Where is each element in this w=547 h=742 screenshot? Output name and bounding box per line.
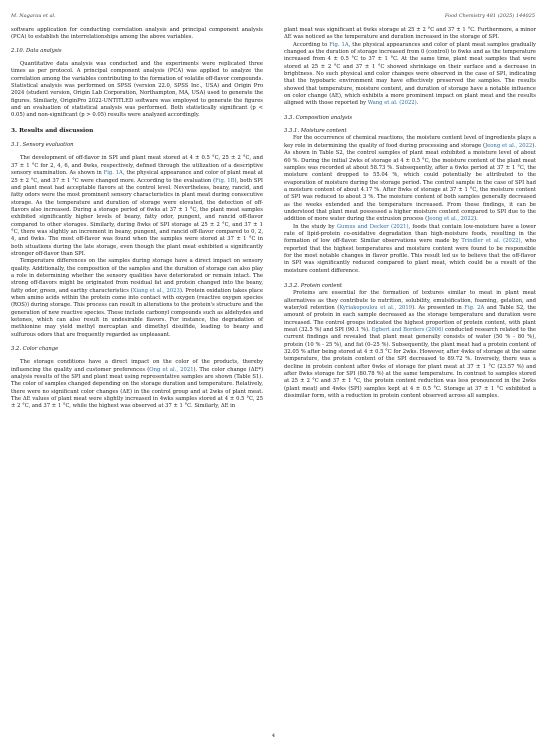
section-spacer [284, 275, 536, 279]
sensory-paragraph-2: Temperature differences on the samples during storage have a direct impact on sensory quality. Additionally, the composition of the samples and the duration of storage can also play a role in determining whether the sensory qualities have deteriorated or remain intact. The strong off-flavors might be originated from residual fat and protein changed into the beany, fatty odor, green, and earthy characteristics (Xiang et al., 2023). Protein oxidation takes place when amino acids within the protein come into contact with oxygen (reactive oxygen species (ROS)) during storage. This process can result in alterations to the protein's structure and the generation of new reactive species. These include carbonyl compounds such as aldehydes and ketones, which can also result in undesirable flavors. For instance, the degradation of methionine may yield methyl mercaptan and dimethyl disulfide, leading to beany and sulfurous odors that are frequently regarded as unpleasant. [11, 258, 263, 338]
color-change-paragraph: The storage conditions have a direct impact on the color of the products, thereby influencing the quality and customer preferences (Ong et al., 2021). The color change (ΔE*) analysis results of the SPI and plant meat using representative samples are shown (Table S1). The color of samples changed depending on the storage duration and temperature. Relatively, there were no significant color changes (ΔE) in the control group and at 2wks of plant meat. The ΔE values of plant meat were slightly increased in 4wks samples stored at 4 ± 0.5 °C, 25 ± 2 °C, and 37 ± 1 °C, while the highest was observed at 37 ± 1 °C. Similarly, ΔE in [11, 359, 264, 410]
heading-3-3-1: 3.3.1. Moisture content [284, 128, 347, 135]
color-figure-paragraph: According to Fig. 1A, the physical appearances and color of plant meat samples gradually changed as the duration of storage increased from 0 (control) to 6wks and as the temperature increased from 4 ± 0.5 °C to 37 ± 1 °C. At the same time, plant meat samples that were stored at 25 ± 2 °C and 37 ± 1 °C showed shrinkage on their surface and a decrease in brightness. No such physical and color changes were observed in the case of SPI, indicating that the hypobaric environment may have effectively preserved the samples. The results showed that temperature, moisture content, and duration of storage have a notable influence on color change (ΔE), which exhibits a more prominent impact on plant meat and the results aligned with those reported by Wang et al. (2022). [284, 41, 537, 107]
left-column [11, 27, 263, 411]
heading-3-3-2: 3.3.2. Protein content [284, 283, 343, 289]
wang-citation-link[interactable]: Wang et al. (2022) [367, 100, 417, 107]
fig-2a-link[interactable]: Fig. 2A [464, 305, 485, 312]
moisture-paragraph-2: In the study by Gumus and Decker (2021), foods that contain low-moisture have a lower rate of lipid-protein co-oxidative degradation than high-moisture foods, resulting in the formation of low off-flavor. Similar observations were made by Trindler et al. (2022), who reported that the highest temperatures and moisture content were found to be responsible for the most notable changes in flavor profile. This result led us to believe that the off-flavor in SPI was significantly reduced compared to plant meat, which could be a result of the moisture content difference. [284, 223, 537, 274]
fig-1a-link[interactable]: Fig. 1A [103, 170, 123, 177]
running-header-authors: M. Nagarau et al. [11, 13, 56, 19]
right-column [284, 27, 536, 401]
jeong-citation-link-2[interactable]: Jeong et al., 2022 [427, 216, 475, 223]
egbert-citation-link[interactable]: Egbert and Borders (2006) [371, 327, 444, 334]
heading-3-1: 3.1. Sensory evaluation [11, 142, 74, 149]
heading-3: 3. Results and discussion [11, 127, 94, 134]
protein-paragraph: Proteins are essential for the formation of textures similar to meat in plant meat alternatives as they contribute to nutrition, solubility, emulsification, foaming, gelation, and water/oil retention (Kyriakopoulou et al., 2019). As presented in Fig. 2A and Table S2, the amount of protein in each sample decreased as the storage temperature and duration were increased. The control groups indicated the highest proportion of protein content, with plant meat (32.5 %) and SPI (90.1 %). Egbert and Borders (2006) conducted research related to the current findings and revealed that plant meat generally consists of water (50 % - 80 %), protein (10 % - 25 %), and fat (0–25 %). Subsequently, the plant meat had a protein content of 32.05 % after being stored at 4 ± 0.5 °C for 2wks. However, after 4wks of storage at the same temperature, the protein content of the SPI decreased to 89.72 %. Inversely, there was a decline in protein content after 6wks of storage for plant meat at 37 ± 1 °C (23.57 %) and after 8wks storage for SPI (80.78 %) at the same temperature. In contrast to samples stored at 25 ± 2 °C and 37 ± 1 °C, the protein content reduction was less pronounced in the 2wks (plant meat) and 4wks (SPI) samples kept at 4 ± 0.5 °C. Storage at 37 ± 1 °C exhibited a dissimilar form, with a reduction in protein content observed across all samples. [284, 290, 537, 400]
moisture-paragraph-1: For the occurrence of chemical reactions, the moisture content level of ingredients plays a key role in determining the quality of food during processing and storage (Jeong et al., 2022). As shown in Table S2, the control samples of plant meat exhibited a moisture level of about 60 %. During the initial 2wks of storage at 4 ± 0.5 °C, the moisture content of the plant meat samples was recorded at about 58.73 %. Subsequently, after a 6wks period at 37 ± 1 °C, the moisture content dropped to 55.04 %, which could potentially be attributed to the evaporation of moisture during the storage period. The control sample in the case of SPI had a moisture content of about 4.17 %. After 8wks of storage at 37 ± 1 °C, the moisture content of SPI was reduced to about 3 %. The moisture content of both samples generally decreased as the weeks extended and the temperature increased. From these findings, it can be understood that plant meat possessed a higher moisture content compared to SPI due to the addition of more water during the extrusion process (Jeong et al., 2022). [284, 135, 536, 223]
running-header-journal: Food Chemistry 481 (2025) 144025 [444, 13, 535, 19]
page-number: 4 [271, 733, 276, 739]
ong-citation-link[interactable]: Ong et al., 2021 [149, 366, 194, 373]
xiang-citation-link[interactable]: Xiang et al., 2023 [132, 287, 180, 294]
gumus-citation-link[interactable]: Gumus and Decker (2021) [336, 223, 409, 230]
color-continuation-paragraph: plant meat was significant at 6wks storage at 25 ± 2 °C and 37 ± 1 °C. Furthermore, a minor ΔE was noticed as the temperature and duration increased in the storage of SPI. [284, 27, 536, 41]
intro-paragraph: software application for conducting correlation analysis and principal component analysis (PCA) to establish the interrelationships among the above variables. [11, 27, 263, 41]
heading-3-3: 3.3. Composition analysis [284, 114, 353, 121]
kyriakopoulou-citation-link[interactable]: Kyriakopoulou et al., 2019 [339, 305, 413, 312]
sensory-paragraph-1: The development of off-flavor in SPI and plant meat stored at 4 ± 0.5 °C, 25 ± 2 °C, and 37 ± 1 °C for 2, 4, 6, and 8wks, respectively, defined through the utilization of a descriptive sensory examination. As shown in Fig. 1A, the physical appearance and color of plant meat at 25 ± 2 °C, and 37 ± 1 °C were changed more. According to the evaluation (Fig. 1B), both SPI and plant meat had acceptable flavors at the control level. Nevertheless, beany, rancid, and fatty odors were the most prominent sensory characteristics in plant meat during consecutive storage. As the temperature and duration of storage were elevated, the detection of off-flavors also increased. During a storage period of 6wks at 37 ± 1 °C, the plant meat samples exhibited significantly higher levels of beany, fatty odor, pungent, and rancid off-flavor compared to other storages. Similarly, during 8wks of SPI storage at 25 ± 2 °C, and 37 ± 1 °C, there was slightly an increment in beany, pungent, and rancid off-flavor compared to 0, 2, 4, and 6wks. The most off-flavor was found when the samples were stored at 37 ± 1 °C in both situations during the late storage, even though the plant meat exhibited a significantly stronger off-flavor than SPI. [11, 155, 263, 257]
jeong-citation-link[interactable]: Jeong et al., 2022 [485, 142, 533, 149]
fig-1b-link[interactable]: Fig. 1B [215, 177, 235, 184]
fig-1a-link-2[interactable]: Fig. 1A [329, 41, 349, 48]
heading-2-10: 2.10. Data analysis [11, 47, 62, 54]
trindler-citation-link[interactable]: Trindler et al. (2022) [461, 238, 521, 245]
data-analysis-paragraph: Quantitative data analysis was conducted and the experiments were replicated three times as per protocol. A principal component analysis (PCA) was applied to analyze the correlation among the variables contributing to the formation of volatile off-flavor compounds. Statistical analysis was performed on SPSS (version 22.0, SPSS Inc., USA) and Origin Pro 2024 (student version, Origin Lab Corporation, Northampton, MA, USA) used to generate the figures. Similarly, OriginPro 2022-UNTITLED software was employed to generate the figures and an evaluation of statistical analysis was performed. Both statistically significant (p < 0.05) and non-significant (p > 0.05) results were analyzed accordingly. [11, 61, 264, 119]
heading-3-2: 3.2. Color change [11, 346, 59, 353]
